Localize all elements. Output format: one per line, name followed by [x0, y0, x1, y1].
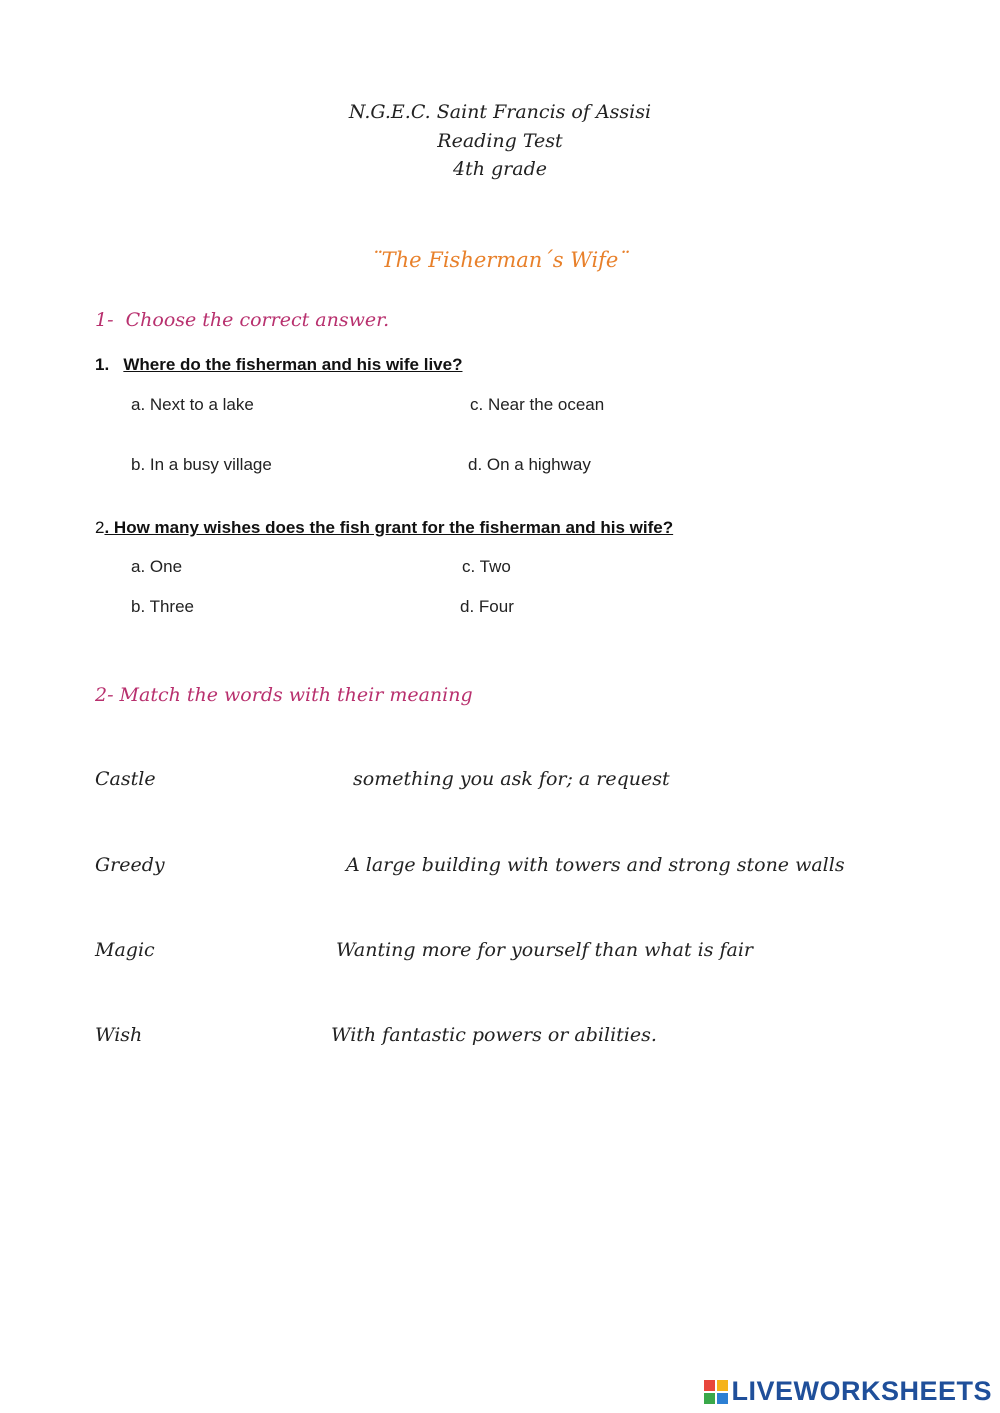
liveworksheets-wordmark: LIVEWORKSHEETS: [731, 1376, 992, 1406]
question-1-number: 1.: [95, 355, 110, 374]
question-1-option-b[interactable]: b. In a busy village: [131, 455, 272, 474]
match-meaning-2[interactable]: A large building with towers and strong stone walls: [346, 854, 845, 876]
question-2-option-c[interactable]: c. Two: [462, 557, 511, 576]
match-meaning-3[interactable]: Wanting more for yourself than what is fair: [336, 939, 754, 961]
section-1-heading: [95, 309, 389, 331]
story-title: ¨The Fisherman´s Wife¨: [371, 248, 629, 272]
section-1-instruction: Choose the correct answer.: [125, 309, 390, 331]
section-2-heading: 2- Match the words with their meaning: [95, 684, 473, 706]
logo-square-blue: [717, 1393, 728, 1404]
match-word-wish[interactable]: Wish: [95, 1024, 143, 1046]
match-word-greedy[interactable]: Greedy: [95, 854, 165, 876]
worksheet-header: [0, 98, 1000, 184]
question-2-option-d[interactable]: d. Four: [460, 597, 514, 616]
school-name: N.G.E.C. Saint Francis of Assisi: [348, 101, 652, 123]
question-2-number: 2: [95, 518, 105, 537]
match-word-magic[interactable]: Magic: [95, 939, 155, 961]
grade-level: 4th grade: [453, 158, 547, 180]
match-meaning-4[interactable]: With fantastic powers or abilities.: [331, 1024, 657, 1046]
test-name: Reading Test: [437, 129, 563, 152]
question-2-option-a[interactable]: a. One: [131, 557, 183, 576]
liveworksheets-logo-icon: [704, 1380, 728, 1404]
question-1: [95, 355, 462, 375]
liveworksheets-brand: [704, 1376, 992, 1407]
question-1-text: Where do the fisherman and his wife live?: [123, 355, 463, 374]
logo-square-yellow: [717, 1380, 728, 1391]
match-word-castle[interactable]: Castle: [95, 768, 156, 790]
question-2: [95, 518, 673, 538]
match-meaning-1[interactable]: something you ask for; a request: [353, 768, 670, 790]
question-1-option-c[interactable]: c. Near the ocean: [470, 395, 605, 414]
question-1-option-a[interactable]: a. Next to a lake: [131, 395, 254, 414]
section-1-number: 1-: [95, 309, 114, 331]
question-1-option-d[interactable]: d. On a highway: [468, 455, 591, 474]
question-2-text: . How many wishes does the fish grant for the fisherman and his wife?: [104, 518, 674, 537]
logo-square-green: [704, 1393, 715, 1404]
question-2-option-b[interactable]: b. Three: [131, 597, 195, 616]
logo-square-red: [704, 1380, 715, 1391]
